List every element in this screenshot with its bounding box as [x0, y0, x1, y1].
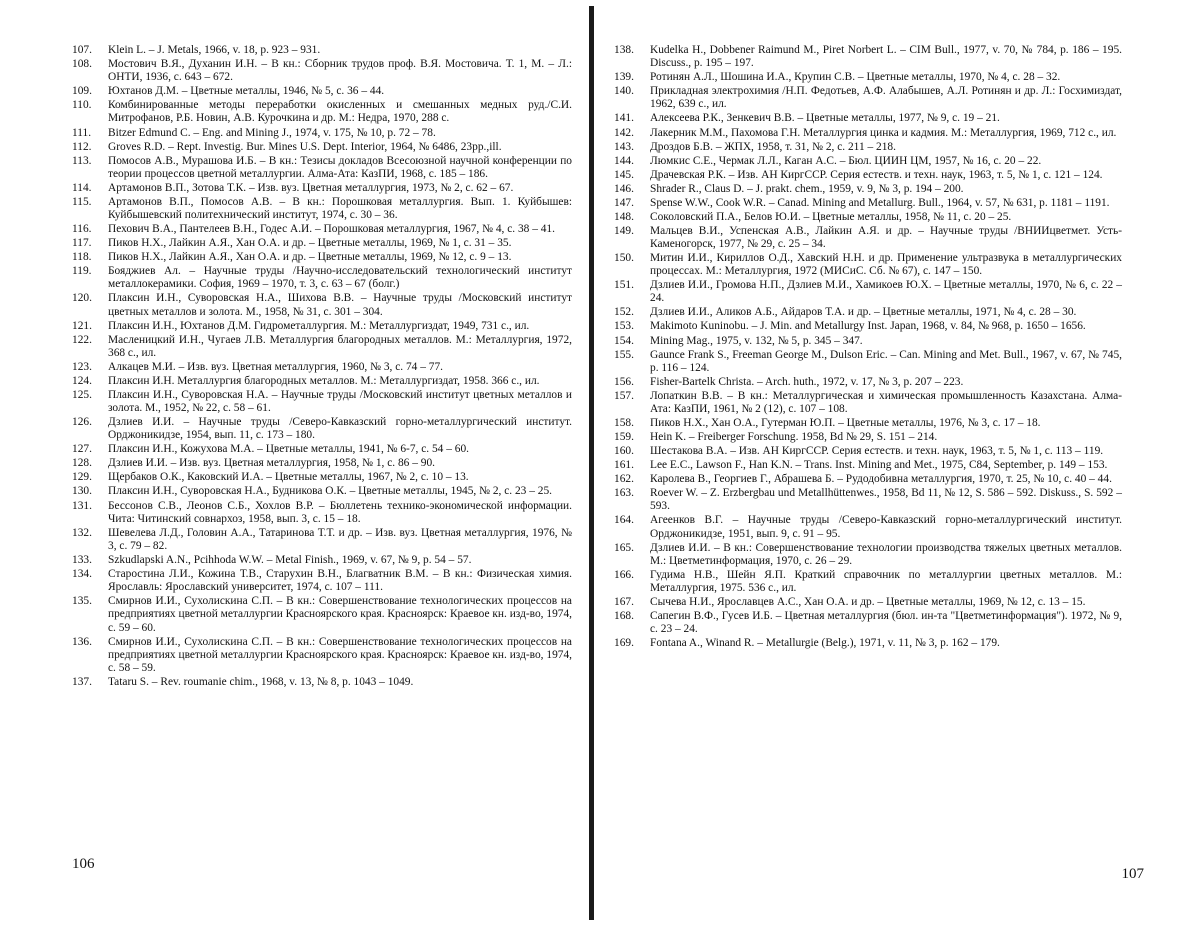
reference-number: 147. [614, 196, 634, 209]
reference-number: 151. [614, 279, 634, 292]
reference-number: 153. [614, 320, 634, 333]
reference-entry [72, 361, 572, 374]
reference-entry [72, 141, 572, 154]
reference-entry [614, 141, 1122, 154]
reference-entry [614, 445, 1122, 458]
reference-text: Szkudlapski A.N., Pcihhoda W.W. – Metal Finish., 1969, v. 67, № 9, p. 54 – 57. [108, 553, 472, 566]
reference-entry [72, 265, 572, 291]
reference-number: 146. [614, 182, 634, 195]
reference-number: 135. [72, 595, 92, 608]
reference-number: 109. [72, 85, 92, 98]
reference-entry [72, 375, 572, 388]
reference-number: 164. [614, 514, 634, 527]
reference-number: 111. [72, 126, 92, 139]
reference-text: Шевелева Л.Д., Головин А.А., Татаринова Т.Т. и др. – Изв. вуз. Цветная металлургия, 1976, № 3, с. 79 – 82. [108, 526, 572, 552]
reference-entry [614, 279, 1122, 305]
reference-text: Гудима Н.В., Шейн Я.П. Краткий справочник по металлургии цветных металлов. М.: Металлургия, 1975. 536 с., ил. [650, 568, 1122, 595]
reference-entry [72, 554, 572, 567]
reference-text: Hein K. – Freiberger Forschung. 1958, Bd № 29, S. 151 – 214. [650, 431, 938, 444]
reference-entry [614, 225, 1122, 251]
reference-text: Плаксин И.Н., Суворовская Н.А. – Научные труды /Московский институт цветных металлов и золота. М., 1952, № 22, с. 58 – 61. [108, 388, 572, 415]
reference-text: Плаксин И.Н., Суворовская Н.А., Будникова О.К. – Цветные металлы, 1945, № 2, с. 23 – 25. [108, 485, 553, 498]
reference-entry [614, 569, 1122, 595]
reference-number: 122. [72, 333, 92, 346]
reference-number: 137. [72, 675, 92, 688]
reference-text: Плаксин И.Н., Кожухова М.А. – Цветные металлы, 1941, № 6-7, с. 54 – 60. [108, 443, 470, 456]
reference-text: Бояджиев Ал. – Научные труды /Научно-исследовательский технологический институт металлокерамики. София, 1969 – 1970, т. 3, с. 63 – 67 (болг.) [108, 265, 572, 291]
reference-number: 110. [72, 99, 92, 112]
reference-text: Shrader R., Claus D. – J. prakt. chem., 1959, v. 9, № 3, p. 194 – 200. [650, 182, 964, 195]
reference-entry [72, 457, 572, 470]
reference-number: 127. [72, 443, 92, 456]
reference-number: 168. [614, 610, 634, 623]
reference-text: Прикладная электрохимия /Н.П. Федотьев, А.Ф. Алабышев, А.Л. Ротинян и др. Л.: Госхимиздат, 1962, 639 с., ил. [650, 85, 1122, 111]
reference-number: 115. [72, 195, 92, 208]
reference-entry [614, 252, 1122, 278]
reference-entry [614, 514, 1122, 540]
reference-text: Дзлиев И.И. – Изв. вуз. Цветная металлургия, 1958, № 1, с. 86 – 90. [108, 457, 435, 470]
reference-number: 148. [614, 210, 634, 223]
reference-number: 158. [614, 417, 634, 430]
reference-number: 156. [614, 375, 634, 388]
reference-text: Дроздов Б.В. – ЖПХ, 1958, т. 31, № 2, с. 211 – 218. [650, 140, 896, 153]
reference-text: Fisher-Bartelk Christa. – Arch. huth., 1972, v. 17, № 3, p. 207 – 223. [650, 375, 964, 388]
reference-number: 112. [72, 140, 92, 153]
reference-text: Юхтанов Д.М. – Цветные металлы, 1946, № 5, с. 36 – 44. [108, 85, 385, 98]
reference-number: 132. [72, 526, 92, 539]
reference-entry [614, 610, 1122, 636]
right-page [598, 0, 1200, 926]
reference-entry [614, 112, 1122, 125]
reference-number: 114. [72, 181, 92, 194]
reference-entry [72, 196, 572, 222]
reference-entry [72, 389, 572, 415]
reference-number: 143. [614, 140, 634, 153]
reference-number: 157. [614, 389, 634, 402]
reference-number: 117. [72, 237, 92, 250]
reference-text: Mining Mag., 1975, v. 132, № 5, p. 345 – 347. [650, 334, 863, 347]
reference-text: Алкацев М.И. – Изв. вуз. Цветная металлургия, 1960, № 3, с. 74 – 77. [108, 360, 443, 373]
reference-text: Gaunce Frank S., Freeman George M., Dulson Eric. – Can. Mining and Met. Bull., 1967, v. 67, № 745, p. 116 – 124. [650, 348, 1122, 374]
reference-text: Сычева Н.И., Ярославцев А.С., Хан О.А. и др. – Цветные металлы, 1969, № 12, с. 13 – 15. [650, 596, 1086, 609]
reference-number: 155. [614, 348, 634, 361]
reference-number: 107. [72, 44, 92, 56]
reference-text: Spense W.W., Cook W.R. – Canad. Mining and Metallurg. Bull., 1964, v. 57, № 631, p. 1181 – 1191. [650, 196, 1110, 209]
reference-number: 131. [72, 499, 92, 512]
reference-entry [614, 487, 1122, 513]
reference-text: Плаксин И.Н. Металлургия благородных металлов. М.: Металлургиздат, 1958. 366 с., ил. [108, 374, 540, 387]
reference-text: Смирнов И.И., Сухолискина С.П. – В кн.: Совершенствование технологических процессов на предприятиях цветной металлургии Красноярского края. Красноярск: Краевое кн. изд-во, 1974, с. 59 – 60. [108, 595, 573, 634]
reference-entry [72, 292, 572, 318]
reference-entry [614, 376, 1122, 389]
reference-text: Мостович В.Я., Духанин И.Н. – В кн.: Сборник трудов проф. В.Я. Мостовича. Т. 1, М. – Л.: ОНТИ, 1936, с. 643 – 672. [108, 58, 572, 84]
reference-entry [614, 390, 1122, 416]
reference-number: 166. [614, 568, 634, 581]
reference-number: 130. [72, 485, 92, 498]
reference-entry [72, 443, 572, 456]
reference-number: 136. [72, 635, 92, 648]
reference-number: 123. [72, 360, 92, 373]
reference-text: Лопаткин В.В. – В кн.: Металлургическая и химическая промышленность Казахстана. Алма-Ата: КазПИ, 1961, № 2 (12), с. 107 – 108. [650, 389, 1122, 415]
reference-entry [614, 44, 1122, 70]
reference-text: Bitzer Edmund C. – Eng. and Mining J., 1974, v. 175, № 10, p. 72 – 78. [108, 126, 436, 139]
reference-entry [72, 595, 572, 634]
reference-number: 149. [614, 224, 634, 237]
reference-text: Люмкис С.Е., Чермак Л.Л., Каган А.С. – Бюл. ЦИИН ЦМ, 1957, № 16, с. 20 – 22. [650, 154, 1042, 167]
reference-number: 154. [614, 334, 634, 347]
reference-text: Щербаков О.К., Каковский И.А. – Цветные металлы, 1967, № 2, с. 10 – 13. [108, 471, 469, 484]
reference-text: Дзлиев И.И. – В кн.: Совершенствование технологии производства тяжелых цветных металлов. М.: Цветметинформация, 1970, с. 26 – 29. [650, 541, 1122, 567]
reference-entry [72, 500, 572, 526]
reference-text: Fontana A., Winand R. – Metallurgie (Belg.), 1971, v. 11, № 3, p. 162 – 179. [650, 637, 1000, 650]
reference-number: 118. [72, 251, 92, 264]
reference-entry [72, 99, 572, 125]
reference-text: Артамонов В.П., Зотова Т.К. – Изв. вуз. Цветная металлургия, 1973, № 2, с. 62 – 67. [108, 181, 514, 194]
reference-number: 113. [72, 154, 92, 167]
reference-text: Бессонов С.В., Леонов С.Б., Хохлов В.Р. – Бюллетень технико-экономической информации. Чита: Читинский совнархоз, 1958, вып. 3, с. 15 – 18. [108, 499, 572, 525]
reference-text: Пехович В.А., Пантелеев В.Н., Годес А.И. – Порошковая металлургия, 1967, № 4, с. 38 – 41. [108, 223, 555, 236]
reference-entry [72, 182, 572, 195]
reference-number: 138. [614, 44, 634, 56]
reference-number: 165. [614, 541, 634, 554]
reference-number: 139. [614, 71, 634, 84]
reference-text: Митин И.И., Кириллов О.Д., Хавский Н.Н. и др. Применение ультразвука в металлургических процессах. М.: Металлургия, 1972 (МИСиС. Сб. № 67), с. 147 – 150. [650, 252, 1122, 278]
reference-entry [72, 471, 572, 484]
reference-entry [614, 183, 1122, 196]
reference-list-right [614, 44, 1122, 651]
reference-number: 162. [614, 473, 634, 486]
reference-text: Мальцев В.И., Успенская А.В., Лайкин А.Я. и др. – Научные труды /ВНИИцветмет. Усть-Каменогорск, 1977, № 29, с. 25 – 34. [650, 224, 1122, 250]
reference-entry [614, 473, 1122, 486]
reference-text: Пиков Н.Х., Хан О.А., Гутерман Ю.П. – Цветные металлы, 1976, № 3, с. 17 – 18. [650, 417, 1041, 430]
reference-entry [72, 334, 572, 360]
reference-text: Каролева В., Георгиев Г., Абрашева Б. – Рудодобивна металлургия, 1970, т. 25, № 10, с. 40 – 44. [650, 473, 1112, 486]
reference-number: 161. [614, 459, 634, 472]
reference-number: 141. [614, 112, 634, 125]
reference-entry [72, 485, 572, 498]
reference-number: 160. [614, 445, 634, 458]
reference-entry [614, 85, 1122, 111]
reference-entry [72, 251, 572, 264]
reference-entry [72, 416, 572, 442]
reference-number: 150. [614, 252, 634, 265]
reference-text: Дзлиев И.И., Аликов А.Б., Айдаров Т.А. и др. – Цветные металлы, 1971, № 4, с. 28 – 30. [650, 306, 1077, 319]
reference-entry [614, 127, 1122, 140]
reference-number: 152. [614, 306, 634, 319]
reference-text: Плаксин И.Н., Суворовская Н.А., Шихова В.В. – Научные труды /Московский институт цветных металлов и золота. М., 1958, № 31, с. 301 – 304. [108, 292, 572, 318]
reference-entry [614, 155, 1122, 168]
reference-entry [614, 596, 1122, 609]
reference-entry [614, 306, 1122, 319]
reference-text: Пиков Н.Х., Лайкин А.Я., Хан О.А. и др. – Цветные металлы, 1969, № 12, с. 9 – 13. [108, 251, 512, 264]
reference-entry [72, 44, 572, 57]
reference-number: 167. [614, 596, 634, 609]
reference-entry [614, 211, 1122, 224]
reference-text: Makimoto Kuninobu. – J. Min. and Metallurgy Inst. Japan, 1968, v. 84, № 968, p. 1650 – 1656. [650, 320, 1086, 333]
reference-list-left [72, 44, 572, 690]
page-number-right: 107 [1121, 866, 1144, 882]
reference-number: 124. [72, 374, 92, 387]
reference-text: Groves R.D. – Rept. Investig. Bur. Mines U.S. Dept. Interior, 1964, № 6486, 23pp.,ill. [108, 140, 502, 153]
reference-text: Соколовский П.А., Белов Ю.И. – Цветные металлы, 1958, № 11, с. 20 – 25. [650, 210, 1012, 223]
reference-entry [614, 335, 1122, 348]
reference-text: Lee E.C., Lawson F., Han K.N. – Trans. Inst. Mining and Met., 1975, C84, September, p. 149 – 153. [650, 459, 1108, 472]
reference-number: 121. [72, 319, 92, 332]
reference-text: Плаксин И.Н., Юхтанов Д.М. Гидрометаллургия. М.: Металлургиздат, 1949, 731 с., ил. [108, 319, 530, 332]
reference-entry [614, 542, 1122, 568]
reference-text: Старостина Л.И., Кожина Т.В., Старухин В.Н., Благватник В.М. – В кн.: Физическая химия. Ярославль: Ярославский университет, 1974, с. 107 – 111. [108, 567, 572, 594]
reference-text: Дзлиев И.И., Громова Н.П., Дзлиев М.И., Хамикоев Ю.Х. – Цветные металлы, 1970, № 6, с. 22 – 24. [650, 279, 1122, 305]
reference-number: 145. [614, 168, 634, 181]
reference-text: Комбинированные методы переработки окисленных и смешанных медных руд./С.И. Митрофанов, Р.Б. Новин, А.В. Курочкина и др. М.: Недра, 1970, 288 с. [108, 99, 572, 125]
reference-number: 128. [72, 457, 92, 470]
reference-entry [72, 636, 572, 675]
reference-text: Масленицкий И.Н., Чугаев Л.В. Металлургия благородных металлов. М.: Металлургия, 1972, 368 с., ил. [108, 333, 572, 359]
reference-text: Алексеева Р.К., Зенкевич В.В. – Цветные металлы, 1977, № 9, с. 19 – 21. [650, 112, 1000, 125]
reference-text: Шестакова В.А. – Изв. АН КиргССР. Серия естеств. и техн. наук, 1963, т. 5, № 1, с. 113 – 119. [650, 445, 1104, 458]
reference-text: Tataru S. – Rev. roumanie chim., 1968, v. 13, № 8, p. 1043 – 1049. [108, 675, 414, 688]
reference-number: 129. [72, 471, 92, 484]
reference-text: Помосов А.В., Мурашова И.Б. – В кн.: Тезисы докладов Всесоюзной научной конференции по теории процессов цветной металлургии. Алма-Ата: КазПИ, 1968, с. 185 – 186. [108, 154, 572, 180]
reference-text: Смирнов И.И., Сухолискина С.П. – В кн.: Совершенствование технологических процессов на предприятиях цветной металлургии Красноярского края. Красноярск: Краевое кн. изд-во, 1974, с. 58 – 59. [108, 635, 573, 674]
reference-number: 126. [72, 416, 92, 429]
reference-entry [614, 197, 1122, 210]
reference-entry [614, 320, 1122, 333]
reference-text: Агеенков В.Г. – Научные труды /Северо-Кавказский горно-металлургический институт. Орджоникидзе, 1951, вып. 9, с. 91 – 95. [650, 514, 1122, 540]
reference-text: Сапегин В.Ф., Гусев И.Б. – Цветная металлургия (бюл. ин-та "Цветметинформация"). 1972, № 9, с. 23 – 24. [650, 610, 1122, 636]
reference-entry [72, 127, 572, 140]
reference-entry [72, 58, 572, 84]
reference-text: Дзлиев И.И. – Научные труды /Северо-Кавказский горно-металлургический институт. Орджоникидзе, 1954, вып. 11, с. 173 – 180. [108, 416, 572, 442]
reference-number: 163. [614, 487, 634, 500]
reference-number: 142. [614, 126, 634, 139]
reference-entry [72, 568, 572, 594]
reference-entry [72, 320, 572, 333]
reference-entry [614, 169, 1122, 182]
reference-text: Пиков Н.Х., Лайкин А.Я., Хан О.А. и др. – Цветные металлы, 1969, № 1, с. 31 – 35. [108, 237, 512, 250]
reference-number: 169. [614, 637, 634, 650]
reference-entry [72, 527, 572, 553]
book-gutter [589, 6, 594, 920]
reference-entry [72, 85, 572, 98]
reference-entry [614, 431, 1122, 444]
reference-text: Артамонов В.П., Помосов А.В. – В кн.: Порошковая металлургия. Вып. 1. Куйбышев: Куйбышевский политехнический институт, 1974, с. 30 – 36. [108, 195, 572, 221]
reference-number: 120. [72, 292, 92, 305]
reference-text: Klein L. – J. Metals, 1966, v. 18, p. 923 – 931. [108, 44, 321, 56]
page-number-left: 106 [72, 856, 95, 872]
reference-number: 108. [72, 58, 92, 71]
reference-entry [72, 155, 572, 181]
reference-text: Roever W. – Z. Erzbergbau und Metallhüttenwes., 1958, Bd 11, № 12, S. 586 – 592. Diskuss., S. 592 – 593. [650, 487, 1122, 513]
reference-entry [72, 676, 572, 689]
reference-entry [72, 223, 572, 236]
reference-text: Драчевская Р.К. – Изв. АН КиргССР. Серия естеств. и техн. наук, 1963, т. 5, № 1, с. 121 – 124. [650, 168, 1103, 181]
reference-entry [614, 459, 1122, 472]
reference-number: 159. [614, 431, 634, 444]
reference-number: 125. [72, 388, 92, 401]
reference-number: 119. [72, 265, 92, 278]
reference-number: 134. [72, 567, 92, 580]
reference-text: Ротинян А.Л., Шошина И.А., Крупин С.В. – Цветные металлы, 1970, № 4, с. 28 – 32. [650, 71, 1061, 84]
reference-entry [614, 417, 1122, 430]
reference-text: Лакерник М.М., Пахомова Г.Н. Металлургия цинка и кадмия. М.: Металлургия, 1969, 712 с., ил. [650, 126, 1117, 139]
reference-entry [614, 71, 1122, 84]
reference-entry [72, 237, 572, 250]
reference-number: 144. [614, 154, 634, 167]
reference-entry [614, 637, 1122, 650]
reference-number: 133. [72, 553, 92, 566]
reference-number: 116. [72, 223, 92, 236]
reference-number: 140. [614, 85, 634, 98]
reference-text: Kudelka H., Dobbener Raimund M., Piret Norbert L. – CIM Bull., 1977, v. 70, № 784, p. 186 – 195. Discuss., p. 195 – 197. [650, 44, 1122, 70]
reference-entry [614, 349, 1122, 375]
left-page [0, 0, 590, 926]
